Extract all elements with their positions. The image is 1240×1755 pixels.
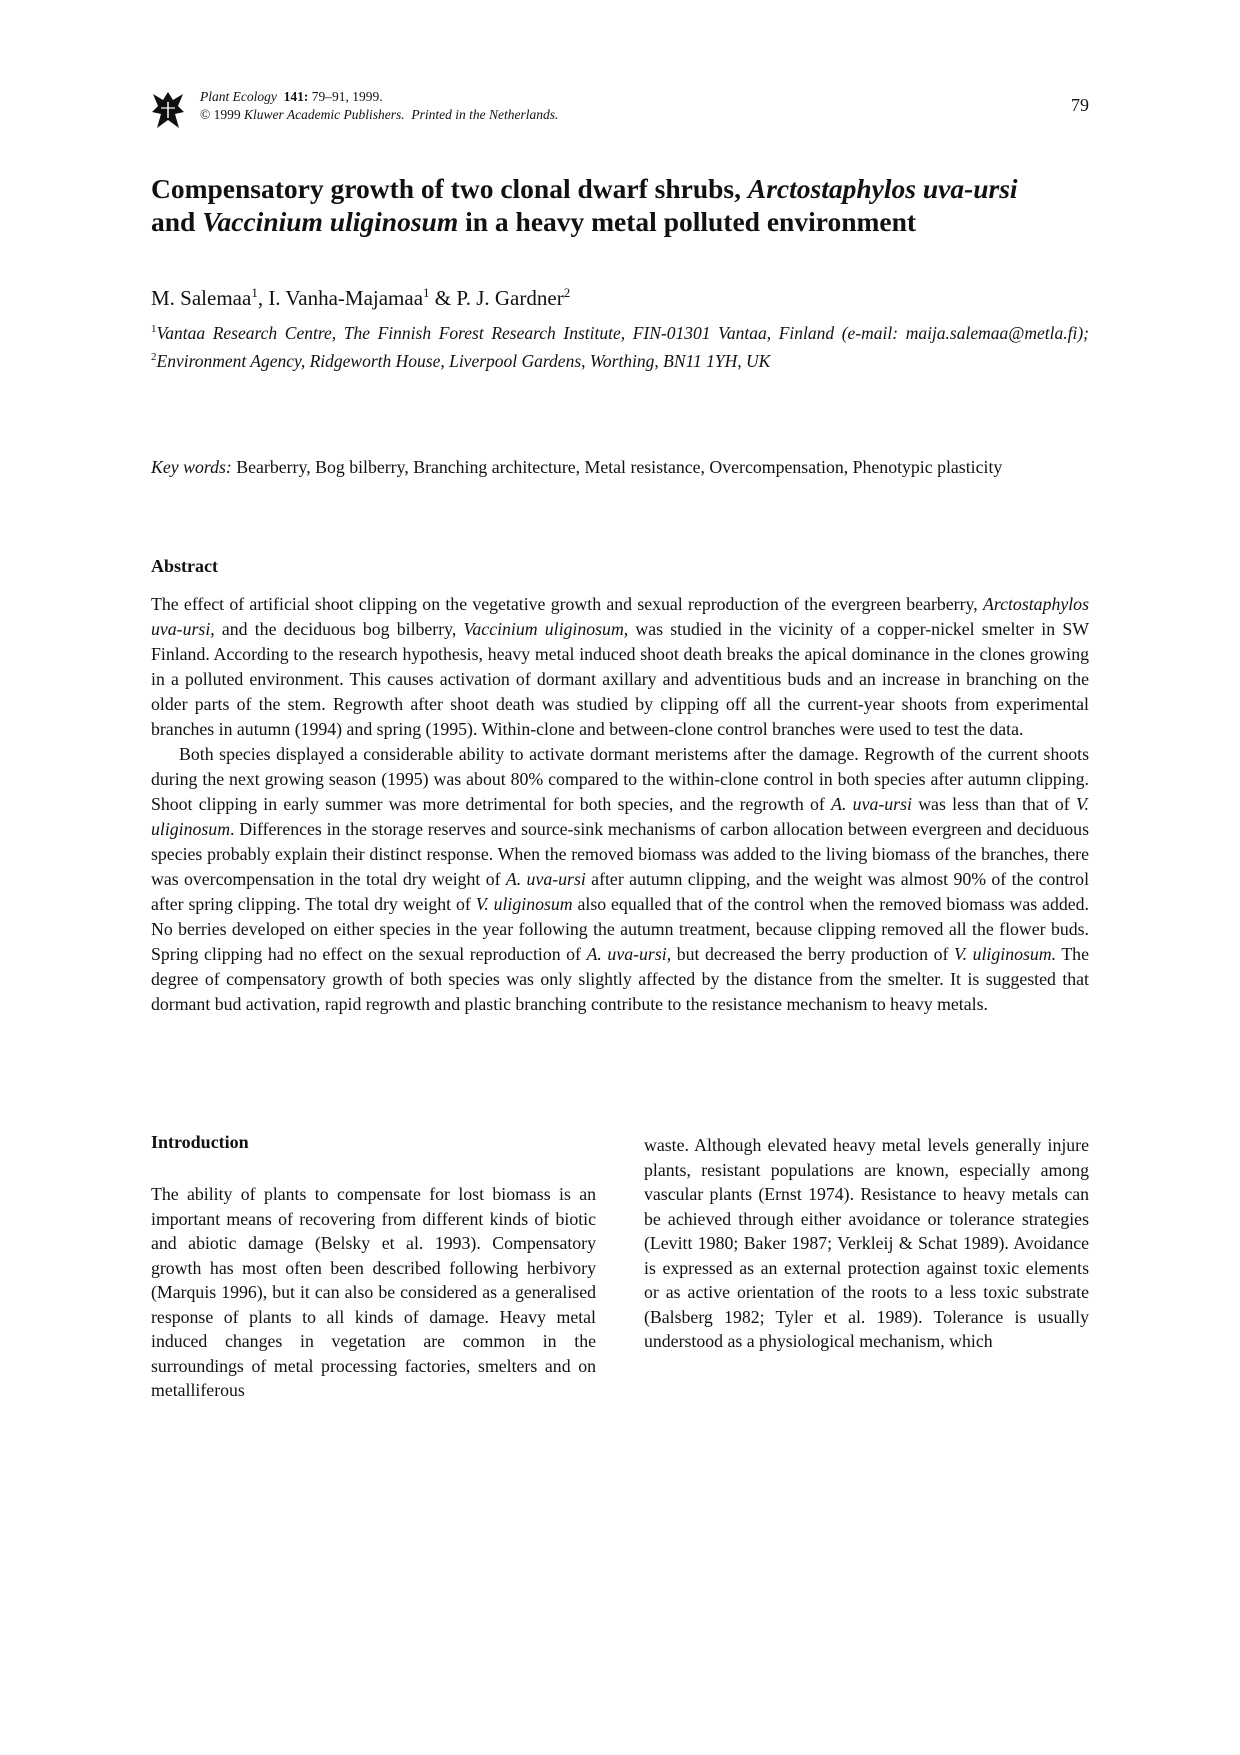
- keywords: [151, 455, 1089, 480]
- article-title: Compensatory growth of two clonal dwarf shrubs, Arctostaphylos uva-ursi and Vaccinium uliginosum in a heavy metal polluted environment: [151, 173, 1018, 237]
- journal-citation: [200, 88, 558, 124]
- abstract-body: [151, 592, 1089, 1017]
- abstract-paragraph-2: Both species displayed a considerable ability to activate dormant meristems after the damage. Regrowth of the current shoots during the next growing season (1995) was about 80% compared to the within-clone control in both species after autumn clipping. Shoot clipping in early summer was more detrimental for both species, and the regrowth of A. uva-ursi was less than that of V. uliginosum. Differences in the storage reserves and source-sink mechanisms of carbon allocation between evergreen and deciduous species probably explain their distinct response. When the removed biomass was added to the living biomass of the branches, there was overcompensation in the total dry weight of A. uva-ursi after autumn clipping, and the weight was almost 90% of the control after spring clipping. The total dry weight of V. uliginosum also equalled that of the control when the removed biomass was added. No berries developed on either species in the year following the autumn treatment, because clipping removed all the flower buds. Spring clipping had no effect on the sexual reproduction of A. uva-ursi, but decreased the berry production of V. uliginosum. The degree of compensatory growth of both species was only slightly affected by the distance from the smelter. It is suggested that dormant bud activation, rapid regrowth and plastic branching contribute to the resistance mechanism to heavy metals.: [151, 744, 1090, 1014]
- keywords-label: Key words:: [151, 457, 232, 477]
- journal-name: Plant Ecology: [200, 89, 277, 104]
- title-species-1: Arctostaphylos uva-ursi: [747, 173, 1018, 204]
- introduction-heading: Introduction: [151, 1132, 249, 1152]
- copyright-text: © 1999: [200, 107, 241, 122]
- introduction-left-column: [151, 1182, 596, 1403]
- publisher-logo-icon: [151, 90, 185, 130]
- introduction-paragraph-left: The ability of plants to compensate for lost biomass is an important means of recovering from different kinds of biotic and abiotic damage (Belsky et al. 1993). Compensatory growth has most often been described following herbivory (Marquis 1996), but it can also be considered as a generalised response of plants to all kinds of damage. Heavy metal induced changes in vegetation are common in the surroundings of metal processing factories, smelters and on metalliferous: [151, 1184, 596, 1400]
- journal-volume: 141:: [283, 89, 309, 104]
- abstract-paragraph-1: The effect of artificial shoot clipping on the vegetative growth and sexual reproduction of the evergreen bearberry, Arctostaphylos uva-ursi, and the deciduous bog bilberry, Vaccinium uliginosum, was studied in the vicinity of a copper-nickel smelter in SW Finland. According to the research hypothesis, heavy metal induced shoot death breaks the apical dominance in the clones growing in a polluted environment. This causes activation of dormant axillary and adventitious buds and an increase in branching on the older parts of the stem. Regrowth after shoot death was studied by clipping off all the current-year shoots from experimental branches in autumn (1994) and spring (1995). Within-clone and between-clone control branches were used to test the data.: [151, 594, 1089, 739]
- title-species-2: Vaccinium uliginosum: [202, 206, 459, 237]
- keywords-text: Bearberry, Bog bilberry, Branching architecture, Metal resistance, Overcompensation, Phenotypic plasticity: [231, 457, 1003, 477]
- introduction-right-column: [644, 1133, 1089, 1354]
- publisher-name: Kluwer Academic Publishers.: [244, 107, 405, 122]
- journal-header: [151, 88, 1089, 128]
- affiliations: $^1$Vantaa Research Centre, The Finnish Forest Research Institute, FIN-01301 Vantaa, Finland (e-mail: maija.salemaa@metla.fi); $^2$Environment Agency, Ridgeworth House, Liverpool Gardens, Worthing, BN11 1YH, UK: [151, 322, 1089, 371]
- author-list: M. Salemaa$^1$, I. Vanha-Majamaa$^1$ & P. J. Gardner$^2$: [151, 285, 571, 310]
- introduction-paragraph-right: waste. Although elevated heavy metal levels generally injure plants, resistant populations are known, especially among vascular plants (Ernst 1974). Resistance to heavy metals can be achieved through either avoidance or tolerance strategies (Levitt 1980; Baker 1987; Verkleij & Schat 1989). Avoidance is expressed as an external protection against toxic elements or as active orientation of the roots to a less toxic substrate (Balsberg 1982; Tyler et al. 1989). Tolerance is usually understood as a physiological mechanism, which: [644, 1135, 1089, 1351]
- abstract-heading: Abstract: [151, 556, 218, 576]
- journal-pages-year: 79–91, 1999.: [311, 89, 383, 104]
- page-number: 79: [1071, 95, 1089, 115]
- printed-location: Printed in the Netherlands.: [411, 107, 559, 122]
